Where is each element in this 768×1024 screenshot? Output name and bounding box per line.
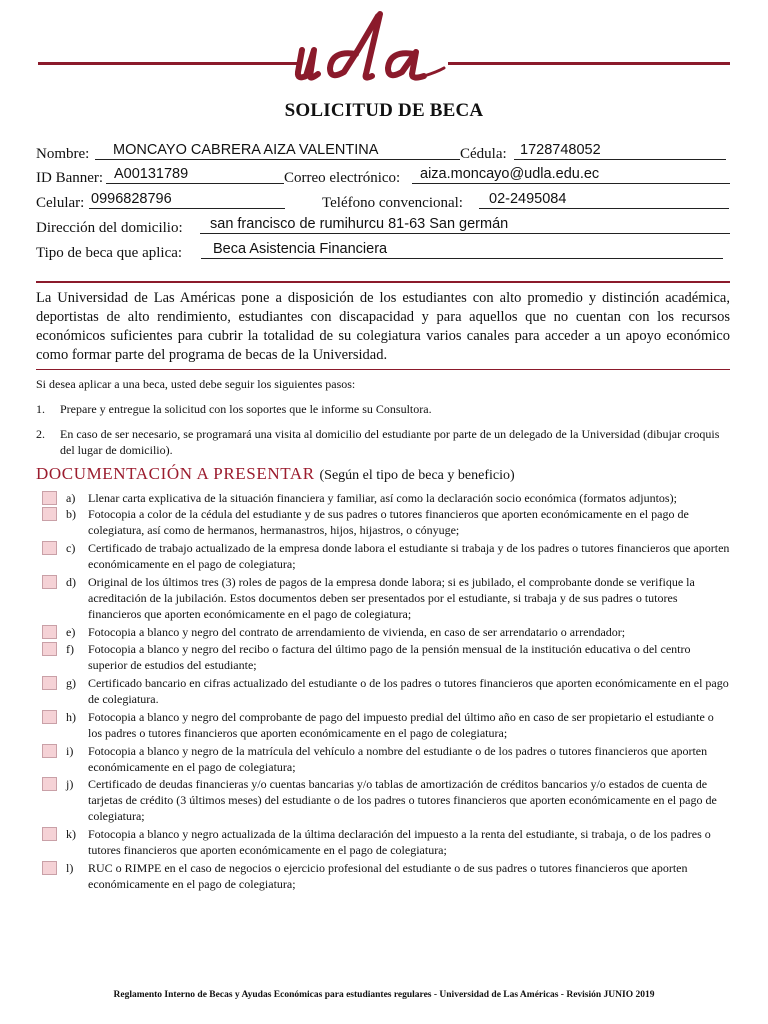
row-tipo-beca [36,241,736,263]
documentation-subtitle: (Según el tipo de beca y beneficio) [319,468,515,483]
doc-item-a [40,490,730,506]
item-letter: h) [66,710,76,724]
item-text: Certificado de trabajo actualizado de la empresa donde labora el estudiante si trabaja y de los padres o tutores financieros que aporten económicamente en el pago de colegiatura; [88,541,730,571]
nombre-field[interactable]: MONCAYO CABRERA AIZA VALENTINA [95,140,460,160]
nombre-label: Nombre: [36,146,90,162]
correo-label: Correo electrónico: [284,170,401,186]
step-text: Prepare y entregue la solicitud con los soportes que le informe su Consultora. [60,402,432,416]
page-title: SOLICITUD DE BECA [284,100,484,121]
direccion-field[interactable]: san francisco de rumihurcu 81-63 San germán [200,214,730,234]
item-text: Original de los últimos tres (3) roles de pagos de la empresa donde labora; si es jubilado, el comprobante donde se verifique la acreditación de la jubilación. Estos documentos deben ser presentados por el estudiante, si trabaja y de sus padres o tutores financieros que aporten económicamente en el pago de colegiatura; [88,575,695,621]
item-letter: b) [66,507,76,521]
item-letter: e) [66,625,76,639]
direccion-label: Dirección del domicilio: [36,220,183,236]
item-letter: i) [66,744,74,758]
item-letter: l) [66,861,74,875]
step-number: 1. [36,402,45,416]
checkbox[interactable] [42,777,57,791]
doc-item-h [40,709,730,741]
item-text: Fotocopia a blanco y negro actualizada de la última declaración del impuesto a la renta del estudiante, si trabaja, o de los padres o tutores financieros que aporten económicamente en el pago de colegiatura; [88,827,711,857]
cedula-field[interactable]: 1728748052 [514,140,726,160]
divider-top [36,281,730,283]
row-celular [36,191,736,213]
footer-note: Reglamento Interno de Becas y Ayudas Económicas para estudiantes regulares - Universidad de Las Américas - Revisión JUNIO 2019 [113,990,655,1000]
udla-logo [292,10,452,88]
item-text: Fotocopia a blanco y negro de la matrícula del vehículo a nombre del estudiante o de los padres o tutores financieros que aporten económicamente en el pago de colegiatura; [88,744,708,774]
doc-item-e [40,624,730,640]
item-letter: a) [66,491,76,505]
step-item [36,426,730,458]
divider-middle [36,369,730,370]
cedula-label: Cédula: [460,146,507,162]
logo-line-right [448,62,730,65]
item-letter: d) [66,575,76,589]
doc-item-i [40,743,730,775]
tipo-beca-field[interactable]: Beca Asistencia Financiera [201,239,723,259]
doc-item-k [40,826,730,858]
item-letter: g) [66,676,76,690]
checkbox[interactable] [42,541,57,555]
doc-item-g [40,675,730,707]
step-text: En caso de ser necesario, se programará una visita al domicilio del estudiante por parte de un delegado de la Universidad (dibujar croquis del lugar de domicilio). [60,427,720,457]
checkbox[interactable] [42,507,57,521]
doc-item-l [40,860,730,892]
item-text: Fotocopia a blanco y negro del recibo o factura del último pago de la pensión mensual de la institución educativa o del centro superior de estudios del estudiante; [88,642,691,672]
item-text: Fotocopia a color de la cédula del estudiante y de sus padres o tutores financieros que aporten económicamente en el pago de colegiatura, así como de hermanos, hermanastros, hijos, hijastros, o cónyuge; [88,507,689,537]
doc-item-d [40,574,730,622]
item-text: Fotocopia a blanco y negro del contrato de arrendamiento de vivienda, en caso de ser arrendatario o arrendador; [88,625,626,639]
telefono-label: Teléfono convencional: [322,195,463,211]
step-number: 2. [36,427,45,441]
doc-item-b [40,506,730,538]
documentation-title: DOCUMENTACIÓN A PRESENTAR [36,464,315,483]
item-text: Certificado de deudas financieras y/o cuentas bancarias y/o tablas de amortización de créditos bancarios y/o estados de cuenta de tarjetas de crédito (3 últimos meses) del estudiante o de los padres o tutores financieros que aporten económicamente en el pago de colegiatura; [88,777,717,823]
telefono-field[interactable]: 02-2495084 [479,189,729,209]
correo-field[interactable]: aiza.moncayo@udla.edu.ec [412,164,730,184]
checkbox[interactable] [42,575,57,589]
steps-heading: Si desea aplicar a una beca, usted debe seguir los siguientes pasos: [36,377,356,391]
item-letter: j) [66,777,74,791]
step-item [36,401,730,417]
doc-item-c [40,540,730,572]
logo-line-left [38,62,300,65]
checkbox[interactable] [42,861,57,875]
row-nombre [36,142,736,164]
doc-item-f [40,641,730,673]
celular-field[interactable]: 0996828796 [89,189,285,209]
item-text: Certificado bancario en cifras actualizado del estudiante o de los padres o tutores financieros que aporten económicamente en el pago de colegiatura. [88,676,729,706]
checkbox[interactable] [42,642,57,656]
item-text: RUC o RIMPE en el caso de negocios o ejercicio profesional del estudiante o de sus padres o tutores financieros que aporten económicamente en el pago de colegiatura; [88,861,688,891]
intro-paragraph: La Universidad de Las Américas pone a disposición de los estudiantes con alto promedio y distinción académica, deportistas de alto rendimiento, estudiantes con discapacidad y para aquellos que no cuentan con los recursos económicos suficientes para cubrir la totalidad de su colegiatura varios canales para acceder a un apoyo económico como formar parte del programa de becas de la Universidad. [36,290,730,363]
celular-label: Celular: [36,195,85,211]
doc-item-j [40,776,730,824]
checkbox[interactable] [42,744,57,758]
item-text: Llenar carta explicativa de la situación financiera y familiar, así como la declaración socio económica (formatos adjuntos); [88,491,677,505]
checkbox[interactable] [42,676,57,690]
tipo-beca-label: Tipo de beca que aplica: [36,245,183,261]
item-letter: f) [66,642,74,656]
checkbox[interactable] [42,625,57,639]
documentation-heading [36,464,515,484]
row-idbanner [36,166,736,188]
checkbox[interactable] [42,827,57,841]
item-letter: k) [66,827,76,841]
item-text: Fotocopia a blanco y negro del comprobante de pago del impuesto predial del último año en caso de ser propietario el estudiante o los padres o tutores financieros que aporten económicamente en el pago de colegiatura; [88,710,714,740]
item-letter: c) [66,541,76,555]
checkbox[interactable] [42,491,57,505]
idbanner-field[interactable]: A00131789 [106,164,284,184]
row-direccion [36,216,736,238]
idbanner-label: ID Banner: [36,170,104,186]
checkbox[interactable] [42,710,57,724]
